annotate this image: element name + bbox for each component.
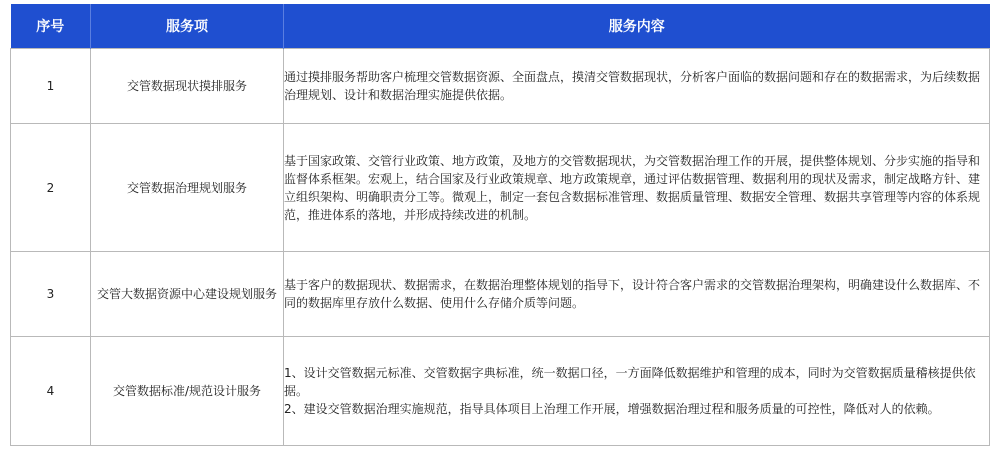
service-name: 交管数据标准/规范设计服务 xyxy=(91,337,284,446)
service-content-item: 1、设计交管数据元标准、交管数据字典标准，统一数据口径，一方面降低数据维护和管理的成本，同时为交管数据质量稽核提供依据。 xyxy=(284,366,976,398)
table-row xyxy=(11,49,990,124)
row-number: 4 xyxy=(11,337,91,446)
service-content-text: 基于国家政策、交管行业政策、地方政策，及地方的交管数据现状，为交管数据治理工作的开展，提供整体规划、分步实施的指导和监督体系框架。宏观上，结合国家及行业政策规章、地方政策规章，通过评估数据管理、数据利用的现状及需求，制定战略方针、建立组织架构、明确职责分工等。微观上，制定一套包含数据标准管理、数据质量管理、数据安全管理、数据共享管理等内容的体系规范，推进体系的落地，并形成持续改进的机制。 xyxy=(284,153,981,222)
service-table xyxy=(10,4,990,446)
row-number: 2 xyxy=(11,124,91,252)
header-service: 服务项 xyxy=(91,4,284,49)
header-content: 服务内容 xyxy=(284,4,990,49)
table-row xyxy=(11,252,990,337)
service-name: 交管数据治理规划服务 xyxy=(91,124,284,252)
service-content xyxy=(284,252,990,337)
table-row xyxy=(11,337,990,446)
row-number: 3 xyxy=(11,252,91,337)
service-content-text: 基于客户的数据现状、数据需求，在数据治理整体规划的指导下，设计符合客户需求的交管数据治理架构，明确建设什么数据库、不同的数据库里存放什么数据、使用什么存储介质等问题。 xyxy=(284,278,981,310)
service-content xyxy=(284,337,990,446)
header-seq: 序号 xyxy=(11,4,91,49)
row-number: 1 xyxy=(11,49,91,124)
service-name: 交管大数据资源中心建设规划服务 xyxy=(91,252,284,337)
service-content-item: 2、建设交管数据治理实施规范，指导具体项目上治理工作开展，增强数据治理过程和服务质量的可控性，降低对人的依赖。 xyxy=(284,402,940,416)
service-content xyxy=(284,124,990,252)
service-content-text: 通过摸排服务帮助客户梳理交管数据资源、全面盘点，摸清交管数据现状，分析客户面临的数据问题和存在的数据需求，为后续数据治理规划、设计和数据治理实施提供依据。 xyxy=(284,70,981,102)
service-name: 交管数据现状摸排服务 xyxy=(91,49,284,124)
table-row xyxy=(11,124,990,252)
service-content xyxy=(284,49,990,124)
table-header-row xyxy=(11,4,990,49)
